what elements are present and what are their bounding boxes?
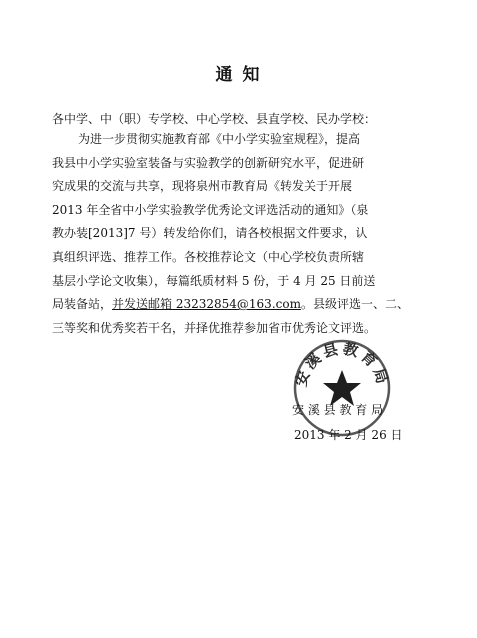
body-line: 2013 年全省中小学实验教学优秀论文评选活动的通知》（泉 — [52, 202, 369, 217]
body-line: 教办装[2013]7 号）转发给你们，请各校根据文件要求，认 — [52, 226, 368, 241]
body-line: 为进一步贯彻实施教育部《中小学实验室规程》，提高 — [78, 132, 361, 146]
email-prefix: 局装备站， — [52, 297, 113, 312]
body-line-email — [52, 293, 432, 317]
body-line: 真组织评选、推荐工作。各校推荐论文（中心学校负责所辖 — [52, 249, 365, 264]
document-title: 通 知 — [215, 65, 262, 85]
email-link[interactable]: 并发送邮箱 23232854@163.com — [112, 297, 301, 312]
email-suffix: 。县级评选一、二、 — [300, 297, 409, 312]
issue-date: 2013 年 2 月 26 日 — [294, 428, 403, 442]
issuer-signature: 安 溪 县 教 育 局 — [292, 403, 384, 417]
notice-body — [52, 128, 432, 340]
body-line: 三等奖和优秀奖若干名，并择优推荐参加省市优秀论文评选。 — [52, 320, 377, 335]
salutation: 各中学、中（职）专学校、中心学校、县直学校、民办学校： — [52, 112, 377, 126]
body-line: 我县中小学实验室装备与实验教学的创新研究水平，促进研 — [52, 155, 365, 170]
body-line: 基层小学论文收集），每篇纸质材料 5 份，于 4 月 25 日前送 — [52, 273, 376, 288]
seal-text: 安溪县教育局 — [291, 339, 393, 389]
body-line: 究成果的交流与共享，现将泉州市教育局《转发关于开展 — [52, 179, 353, 194]
